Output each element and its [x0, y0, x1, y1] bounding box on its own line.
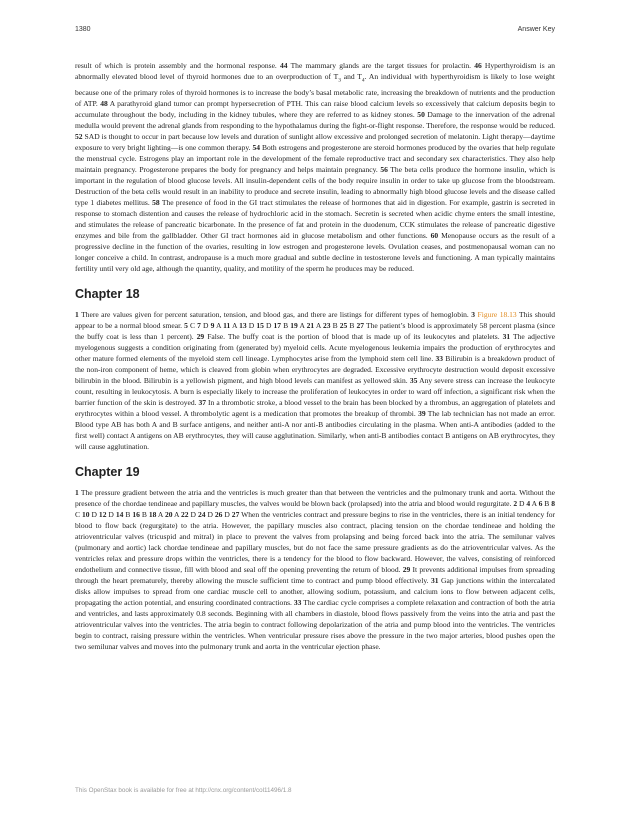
answer-number: 20	[164, 509, 173, 519]
answer-text: D	[263, 320, 274, 330]
answer-text: SAD is thought to occur in part because low levels and duration of sunlight allow excessive and prolonged secretion of melatonin. Light therapy—daytime exposure to very bright lighting—is one common therapy.	[75, 131, 555, 152]
answer-number: 11	[223, 320, 231, 330]
answer-text: D	[106, 509, 116, 519]
chapter-19-heading: Chapter 19	[75, 464, 140, 479]
answer-number: 13	[239, 320, 247, 330]
answer-key-content	[75, 60, 555, 652]
answer-number: 12	[98, 509, 107, 519]
answer-number: 18	[148, 509, 157, 519]
answer-number: 23	[322, 320, 331, 330]
answer-text: The patient’s blood is approximately 58 percent plasma (since the buffy coat is less than 1 percent).	[75, 320, 556, 341]
answer-number: 7	[197, 320, 201, 330]
answer-text: B	[347, 320, 357, 330]
subscript: 4	[361, 77, 365, 84]
page-number: 1380	[75, 26, 91, 33]
answer-text: The mammary glands are the target tissues for prolactin.	[287, 61, 475, 70]
answer-text: D	[517, 498, 527, 508]
answer-text: B	[139, 509, 149, 519]
answer-text: Hyperthyroidism is an abnormally elevated blood level of thyroid hormones due to an overproduction of T	[75, 61, 555, 81]
answer-text: A	[156, 509, 165, 519]
answer-paragraph-ch18	[75, 309, 555, 452]
answer-number: 1	[75, 487, 79, 497]
answer-text: Damage to the innervation of the adrenal medulla would prevent the adrenal glands from responding to the hypothalamus during the fight-or-flight response. Therefore, the response would be reduced.	[75, 109, 555, 130]
answer-text: The adjective myelogenous suggests a condition originating from (generated by) myeloid cells. Acute myelogenous leukemia impairs the production of erythrocytes and other mature formed elements of the myeloid stem cell lineage. Lymphocytes arise from the lymphoid stem cell line.	[75, 331, 555, 363]
answer-number: 44	[280, 61, 288, 70]
answer-number: 37	[198, 397, 207, 407]
answer-number: 1	[75, 309, 79, 319]
answer-text: D	[188, 509, 198, 519]
answer-text: The beta cells produce the hormone insulin, which is important in the regulation of blood glucose levels. All insulin-dependent cells of the body require insulin in order to take up glucose from the bloodstream. Destruction of the beta cells would result in an inability to produce and secrete insulin, leading to abnormally high blood glucose levels and the disease called type 1 diabetes mellitus.	[75, 164, 555, 207]
section-title: Answer Key	[517, 26, 555, 33]
answer-number: 33	[435, 353, 444, 363]
figure-link[interactable]: Figure 18.13	[477, 309, 517, 319]
answer-text: A	[530, 498, 539, 508]
answer-text: C	[75, 509, 82, 519]
answer-number: 2	[513, 498, 518, 508]
answer-number: 15	[256, 320, 264, 330]
answer-text: A	[230, 320, 240, 330]
answer-number: 21	[306, 320, 315, 330]
answer-number: 27	[231, 509, 240, 519]
answer-number: 31	[431, 575, 439, 585]
answer-text: and T	[340, 72, 362, 81]
answer-number: 6	[538, 498, 543, 508]
answer-number: 52	[75, 131, 83, 141]
answer-text: Gap junctions within the intercalated disks allow impulses to spread from one cardiac muscle cell to another, allowing sodium, potassium, and calcium ions to flow between adjacent cells, propagating the action potential, and ensuring coordinated contractions.	[75, 575, 555, 607]
answer-number: 60	[430, 230, 439, 240]
subscript: 3	[338, 77, 341, 84]
answer-text: D	[222, 509, 232, 519]
answer-number: 35	[409, 375, 418, 385]
answer-text: Bilirubin is a breakdown product of the non-iron component of heme, which is cleaved from globin when erythrocytes are degraded. Excessive erythrocyte destruction would deposit excessive bilirubin in the blood. Bilirubin is a yellowish pigment, and high blood levels can manifest as yellowed skin.	[75, 353, 555, 385]
answer-text: B	[330, 320, 340, 330]
answer-number: 31	[502, 331, 511, 341]
answer-number: 17	[273, 320, 282, 330]
answer-text: A	[214, 320, 224, 330]
answer-text: A parathyroid gland tumor can prompt hypersecretion of PTH. This can raise blood calcium levels so excessively that calcium deposits begin to accumulate throughout the body, including in the kidney tubules, where they are referred to as kidney stones.	[75, 98, 555, 119]
answer-number: 58	[152, 197, 160, 207]
answer-text: The lab technician has not made an error. Blood type AB has both A and B surface antigens, and neither anti-A nor anti-B antibodies circulating in the plasma. When anti-A antibodies (added to the first well) contact A antigens on AB erythrocytes, they will cause agglutination. Similarly, when anti-B antibodies contact B antigens on AB erythrocytes, they will cause agglutination.	[75, 408, 555, 451]
answer-number: 14	[115, 509, 124, 519]
answer-text: B	[542, 498, 552, 508]
answer-number: 4	[526, 498, 531, 508]
answer-text: This should appear to be a normal blood smear.	[75, 309, 556, 330]
answer-text: D	[89, 509, 99, 519]
answer-number: 24	[197, 509, 206, 519]
answer-paragraph-ch17	[75, 60, 555, 274]
answer-text: . An individual with hyperthyroidism is likely to lose weight because one of the primary roles of thyroid hormones is to increase the body’s basal metabolic rate, increasing the breakdown of nutrients and the production of ATP.	[75, 72, 555, 108]
answer-text: B	[281, 320, 291, 330]
answer-text: There are values given for percent saturation, tension, and blood gas, and there are listings for different types of hemoglobin.	[78, 309, 472, 319]
answer-text: False. The buffy coat is the portion of blood that is made up of its leukocytes and platelets.	[204, 331, 503, 341]
answer-text: B	[123, 509, 133, 519]
page-footer: This OpenStax book is available for free at http://cnx.org/content/col11496/1.8	[75, 787, 292, 794]
answer-number: 22	[181, 509, 189, 519]
answer-text: The pressure gradient between the atria and the ventricles is much greater than that between the ventricles and the pulmonary trunk and aorta. Without the presence of the chordae tendineae and papillary muscles, the valves would be blown back (prolapsed) into the atria and blood would regurgitate.	[75, 487, 555, 508]
answer-number: 56	[380, 164, 388, 174]
answer-number: 25	[339, 320, 348, 330]
answer-number: 8	[551, 498, 555, 508]
answer-text: D	[205, 509, 215, 519]
answer-paragraph-ch19	[75, 487, 555, 652]
answer-number: 27	[356, 320, 365, 330]
answer-number: 48	[100, 98, 108, 108]
answer-text: When the ventricles contract and pressure begins to rise in the ventricles, there is an initial tendency for blood to flow back (regurgitate) to the atria. However, the papillary muscles also contract, placing tension on the chordae tendineae and holding the atrioventricular valves (tricuspid and mitral) in place to prevent the valves from prolapsing and being forced back into the atria. The semilunar valves (pulmonary and aortic) lack chordae tendineae and papillary muscles, but do not face the same pressure gradients as do the atrioventricular valves. As the ventricles relax and pressure drops within the ventricles, there is a tendency for the blood to flow backward. However, the valves, consisting of reinforced endothelium and connective tissue, fill with blood and seal off the opening preventing the return of blood.	[75, 509, 556, 574]
page-header	[75, 26, 555, 33]
answer-text: A	[314, 320, 323, 330]
answer-text: In a thrombotic stroke, a blood vessel to the brain has been blocked by a thrombus, an aggregation of platelets and erythrocytes within a blood vessel. A thrombolytic agent is a medication that promotes the breakup of thrombi.	[75, 397, 555, 418]
answer-text: A	[297, 320, 307, 330]
answer-text: Any severe stress can increase the leukocyte count, resulting in leukocytosis. A burn is especially likely to increase the proliferation of leukocytes in order to ward off infection, a significant risk when the barrier function of the skin is destroyed.	[75, 375, 555, 407]
answer-number: 16	[132, 509, 140, 519]
answer-text: A	[172, 509, 182, 519]
answer-text: Both estrogens and progesterone are steroid hormones produced by the ovaries that help regulate the menstrual cycle. Estrogens play an important role in the development of the female reproductive tract and secondary sex characteristics. They also help maintain pregnancy. Progesterone prepares the body for pregnancy and helps maintain pregnancy.	[75, 142, 555, 174]
answer-number: 33	[293, 597, 302, 607]
answer-text: Menopause occurs as the result of a progressive decline in the function of the ovaries, resulting in low estrogen and progesterone levels. Ovulation ceases, and postmenopausal woman can no longer conceive a child. In contrast, andropause is a much more gradual and subtle decline in testosterone levels and functioning. A man typically maintains fertility until very old age, although the quantity, quality, and motility of the sperm he produces may be reduced.	[75, 230, 555, 273]
answer-number: 39	[418, 408, 426, 418]
answer-text: The presence of food in the GI tract stimulates the release of hormones that aid in digestion. For example, gastrin is secreted in response to stomach distention and causes the release of hydrochloric acid in the stomach. Secretin is secreted when acidic chyme enters the small intestine, and stimulates the release of pancreatic bicarbonate. In the presence of fat and protein in the duodenum, CCK stimulates the release of pancreatic digestive enzymes and bile from the gallbladder. Other GI tract hormones aid in glucose metabolism and other functions.	[75, 197, 555, 240]
answer-number: 19	[290, 320, 298, 330]
answer-text: It prevents additional impulses from spreading through the heart prematurely, thereby allowing the muscle sufficient time to contract and pump blood effectively.	[75, 564, 555, 585]
chapter-18-heading: Chapter 18	[75, 286, 140, 301]
answer-text: result of which is protein assembly and the hormonal response.	[75, 61, 280, 70]
answer-number: 54	[252, 142, 261, 152]
answer-text: The cardiac cycle comprises a complete relaxation and contraction of both the atria and ventricles, and lasts approximately 0.8 seconds. Beginning with all chambers in diastole, blood flows passively from the veins into the atria and past the atrioventricular valves into the ventricles. The atria begin to contract following depolarization of the atria and pump blood into the ventricles. The ventricles begin to contract, raising pressure within the ventricles. When ventricular pressure rises above the pressure in the two major arteries, blood pushes open the two semilunar valves and moves into the pulmonary trunk and aorta in the ventricular ejection phase.	[75, 597, 556, 651]
answer-number: 26	[214, 509, 223, 519]
answer-text: D	[246, 320, 257, 330]
answer-number: 3	[471, 309, 476, 319]
answer-number: 29	[402, 564, 411, 574]
answer-number: 46	[474, 61, 482, 70]
answer-text: C	[187, 320, 198, 330]
answer-number: 29	[196, 331, 205, 341]
answer-number: 10	[82, 509, 90, 519]
answer-number: 5	[184, 320, 188, 330]
answer-text: D	[200, 320, 211, 330]
answer-number: 50	[417, 109, 425, 119]
answer-number: 9	[210, 320, 215, 330]
